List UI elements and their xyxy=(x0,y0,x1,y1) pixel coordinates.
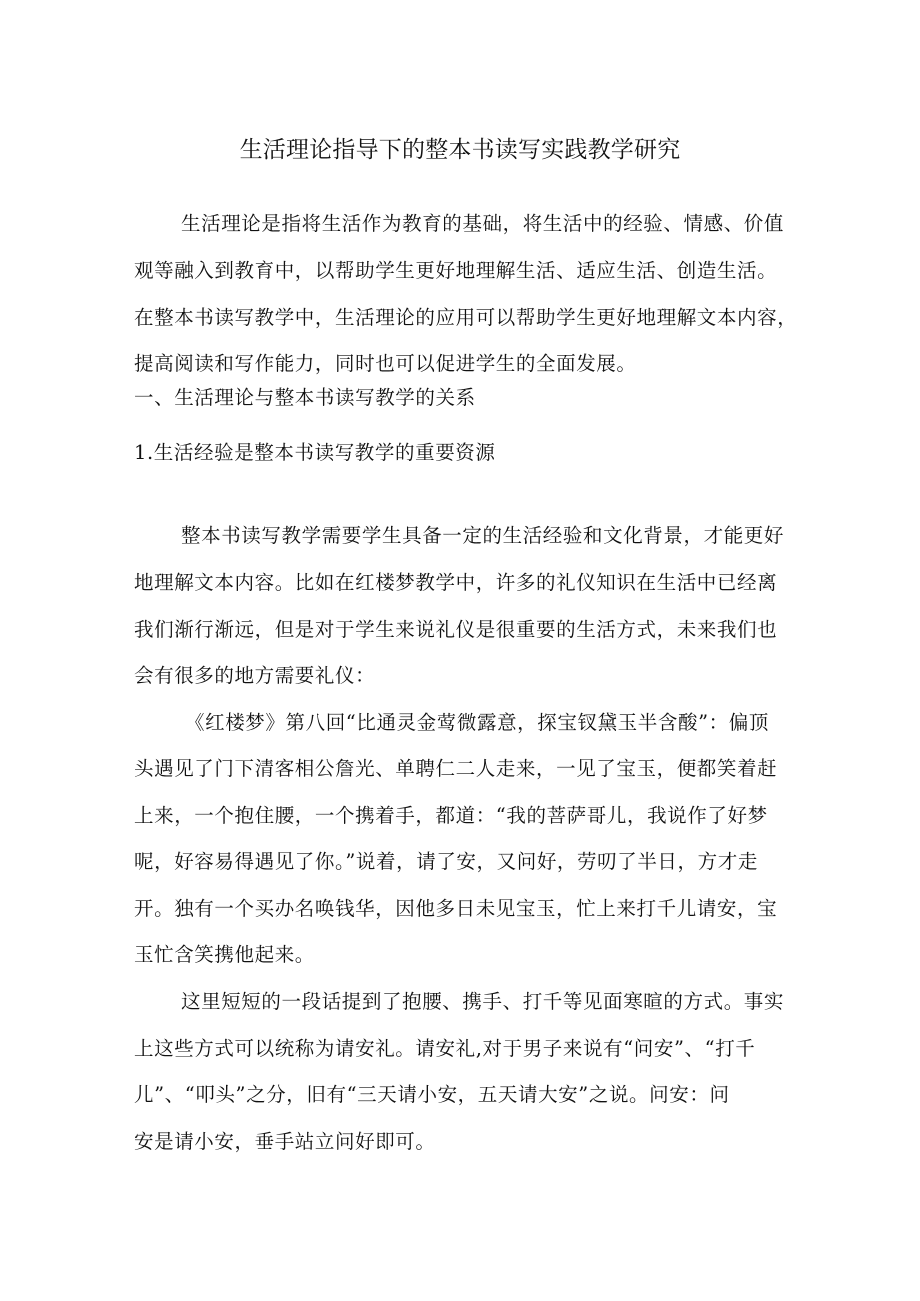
text-line: 生活理论是指将生活作为教育的基础，将生活中的经验、情感、价值 xyxy=(181,212,785,235)
text-line: 安是请小安，垂手站立问好即可。 xyxy=(134,1130,436,1153)
text-line: 头遇见了门下清客相公詹光、单聘仁二人走来，一见了宝玉，便都笑着赶 xyxy=(134,757,778,780)
document-title: 生活理论指导下的整本书读写实践教学研究 xyxy=(239,137,681,163)
text-line: 上这些方式可以统称为请安礼。请安礼,对于男子来说有“问安”、“打千 xyxy=(134,1037,756,1060)
text-line: 地理解文本内容。比如在红楼梦教学中，许多的礼仪知识在生活中已经离 xyxy=(134,571,778,594)
text-line: 提高阅读和写作能力，同时也可以促进学生的全面发展。 xyxy=(134,352,637,375)
text-line: 儿”、“叩头”之分，旧有“三天请小安，五天请大安”之说。问安：问 xyxy=(134,1083,730,1106)
text-line: 我们渐行渐远，但是对于学生来说礼仪是很重要的生活方式，未来我们也 xyxy=(134,618,778,641)
text-line: 观等融入到教育中，以帮助学生更好地理解生活、适应生活、创造生活。 xyxy=(134,259,778,282)
text-line: 开。独有一个买办名唤钱华，因他多日未见宝玉，忙上来打千儿请安，宝 xyxy=(134,897,778,920)
text-line: 《红楼梦》第八回“比通灵金莺微露意，探宝钗黛玉半含酸”：偏顶 xyxy=(185,711,769,734)
subsection-heading: 1.生活经验是整本书读写教学的重要资源 xyxy=(134,441,496,464)
text-line: 会有很多的地方需要礼仪： xyxy=(134,664,376,687)
section-heading: 一、生活理论与整本书读写教学的关系 xyxy=(134,386,476,409)
text-line: 玉忙含笑携他起来。 xyxy=(134,943,315,966)
text-line: 在整本书读写教学中，生活理论的应用可以帮助学生更好地理解文本内容， xyxy=(134,306,798,329)
text-line: 整本书读写教学需要学生具备一定的生活经验和文化背景，才能更好 xyxy=(181,524,785,547)
text-line: 这里短短的一段话提到了抱腰、携手、打千等见面寒暄的方式。事实 xyxy=(181,990,785,1013)
text-line: 呢，好容易得遇见了你。”说着，请了安，又问好，劳叨了半日，方才走 xyxy=(134,850,758,873)
text-line: 上来，一个抱住腰，一个携着手，都道：“我的菩萨哥儿，我说作了好梦 xyxy=(134,804,768,827)
